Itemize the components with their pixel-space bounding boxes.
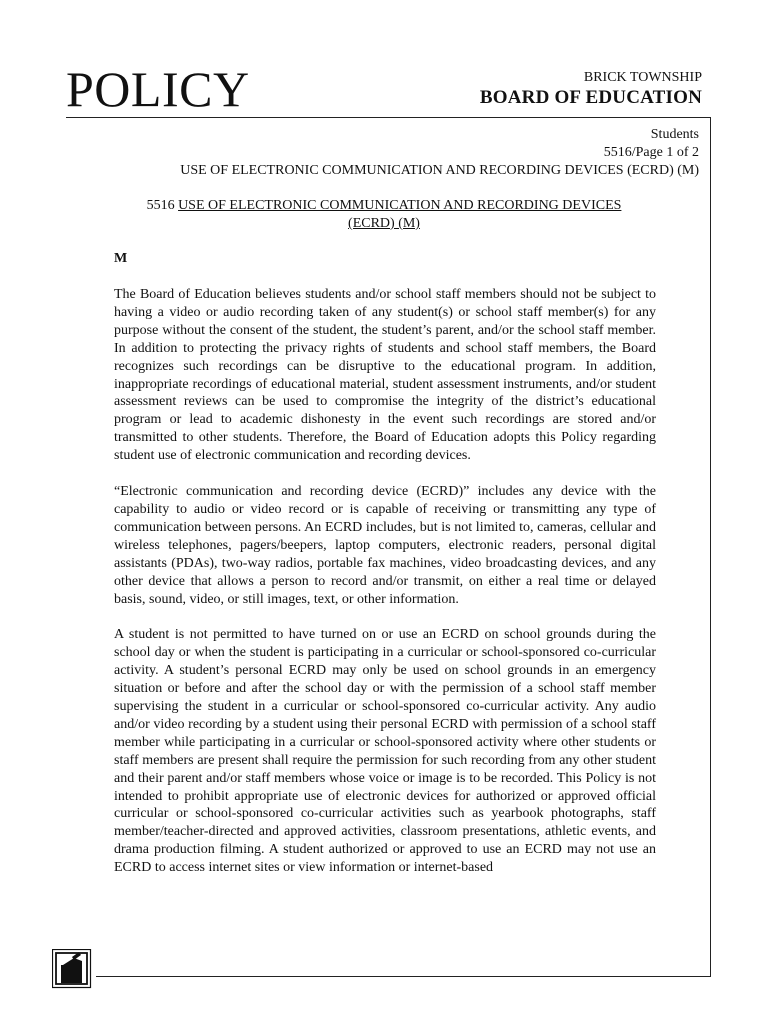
policy-title bbox=[114, 197, 654, 233]
board-name: BOARD OF EDUCATION bbox=[479, 87, 702, 108]
frame-bottom-rule bbox=[96, 976, 711, 977]
policy-title-line1: USE OF ELECTRONIC COMMUNICATION AND RECORDING DEVICES bbox=[178, 198, 622, 213]
section-letter: M bbox=[114, 251, 128, 266]
policy-heading: POLICY bbox=[66, 61, 250, 117]
policy-body bbox=[114, 286, 656, 895]
paragraph-usage-rules: A student is not permitted to have turned on or use an ECRD on school grounds during the school day or when the student is participating in a curricular or school-sponsored co-curricular activity. A student’s personal ECRD may only be used on school grounds in an emergency situation or before and after the school day or with the permission of a school staff member supervising the student in a curricular or school-sponsored co-curricular activity. Any audio and/or video recording by a student using their personal ECRD with permission of a school staff member while participating in a curricular or school-sponsored activity where other students or staff members are present shall require the permission for such recording from any other student and their parent and/or staff members whose voice or image is to be recorded. This Policy is not intended to prohibit appropriate use of electronic devices for authorized or approved official curricular or school-sponsored co-curricular activities such as yearbook photographs, staff member/teacher-directed and approved activities, classroom presentations, athletic events, and drama production filming. A student authorized or approved to use an ECRD may not use an ECRD to access internet sites or view information or internet-based bbox=[114, 627, 656, 876]
strauss-esmay-logo-icon bbox=[52, 949, 92, 989]
paragraph-definition: “Electronic communication and recording device (ECRD)” includes any device with the capability to audio or video record or is capable of receiving or transmitting any type of communication between persons. An ECRD includes, but is not limited to, cameras, cellular and wireless telephones, pagers/beepers, laptop computers, electronic readers, personal digital assistants (PDAs), two-way radios, portable fax machines, video broadcasting devices, and any other device that allows a person to record and/or transmit, on either a real time or delayed basis, sound, video, or still images, text, or other information. bbox=[114, 484, 656, 607]
meta-title: USE OF ELECTRONIC COMMUNICATION AND RECORDING DEVICES (ECRD) (M) bbox=[180, 163, 699, 178]
paragraph-purpose: The Board of Education believes students and/or school staff members should not be subject to having a video or audio recording taken of any student(s) or school staff member(s) for any purpose without the consent of the student, the student’s parent, and/or the school staff member. In addition to protecting the privacy rights of students and school staff members, the Board recognizes such recordings can be disruptive to the educational program. In addition, inappropriate recordings of educational material, student assessment instruments, and/or student assessment reviews can be used to compromise the integrity of the district’s educational program or lead to academic dishonesty in the event such recordings are stored and/or transmitted to other students. Therefore, the Board of Education adopts this Policy regarding student use of electronic communication and recording devices. bbox=[114, 287, 656, 464]
township-name: BRICK TOWNSHIP bbox=[583, 70, 702, 85]
frame-top-rule bbox=[66, 117, 711, 118]
policy-number: 5516 bbox=[146, 198, 175, 213]
frame-right-rule bbox=[710, 117, 711, 977]
policy-title-line2: (ECRD) (M) bbox=[348, 216, 420, 231]
organization-block bbox=[480, 70, 702, 110]
page-meta bbox=[180, 126, 699, 180]
meta-page-number: 5516/Page 1 of 2 bbox=[603, 145, 699, 160]
meta-category: Students bbox=[650, 127, 699, 142]
